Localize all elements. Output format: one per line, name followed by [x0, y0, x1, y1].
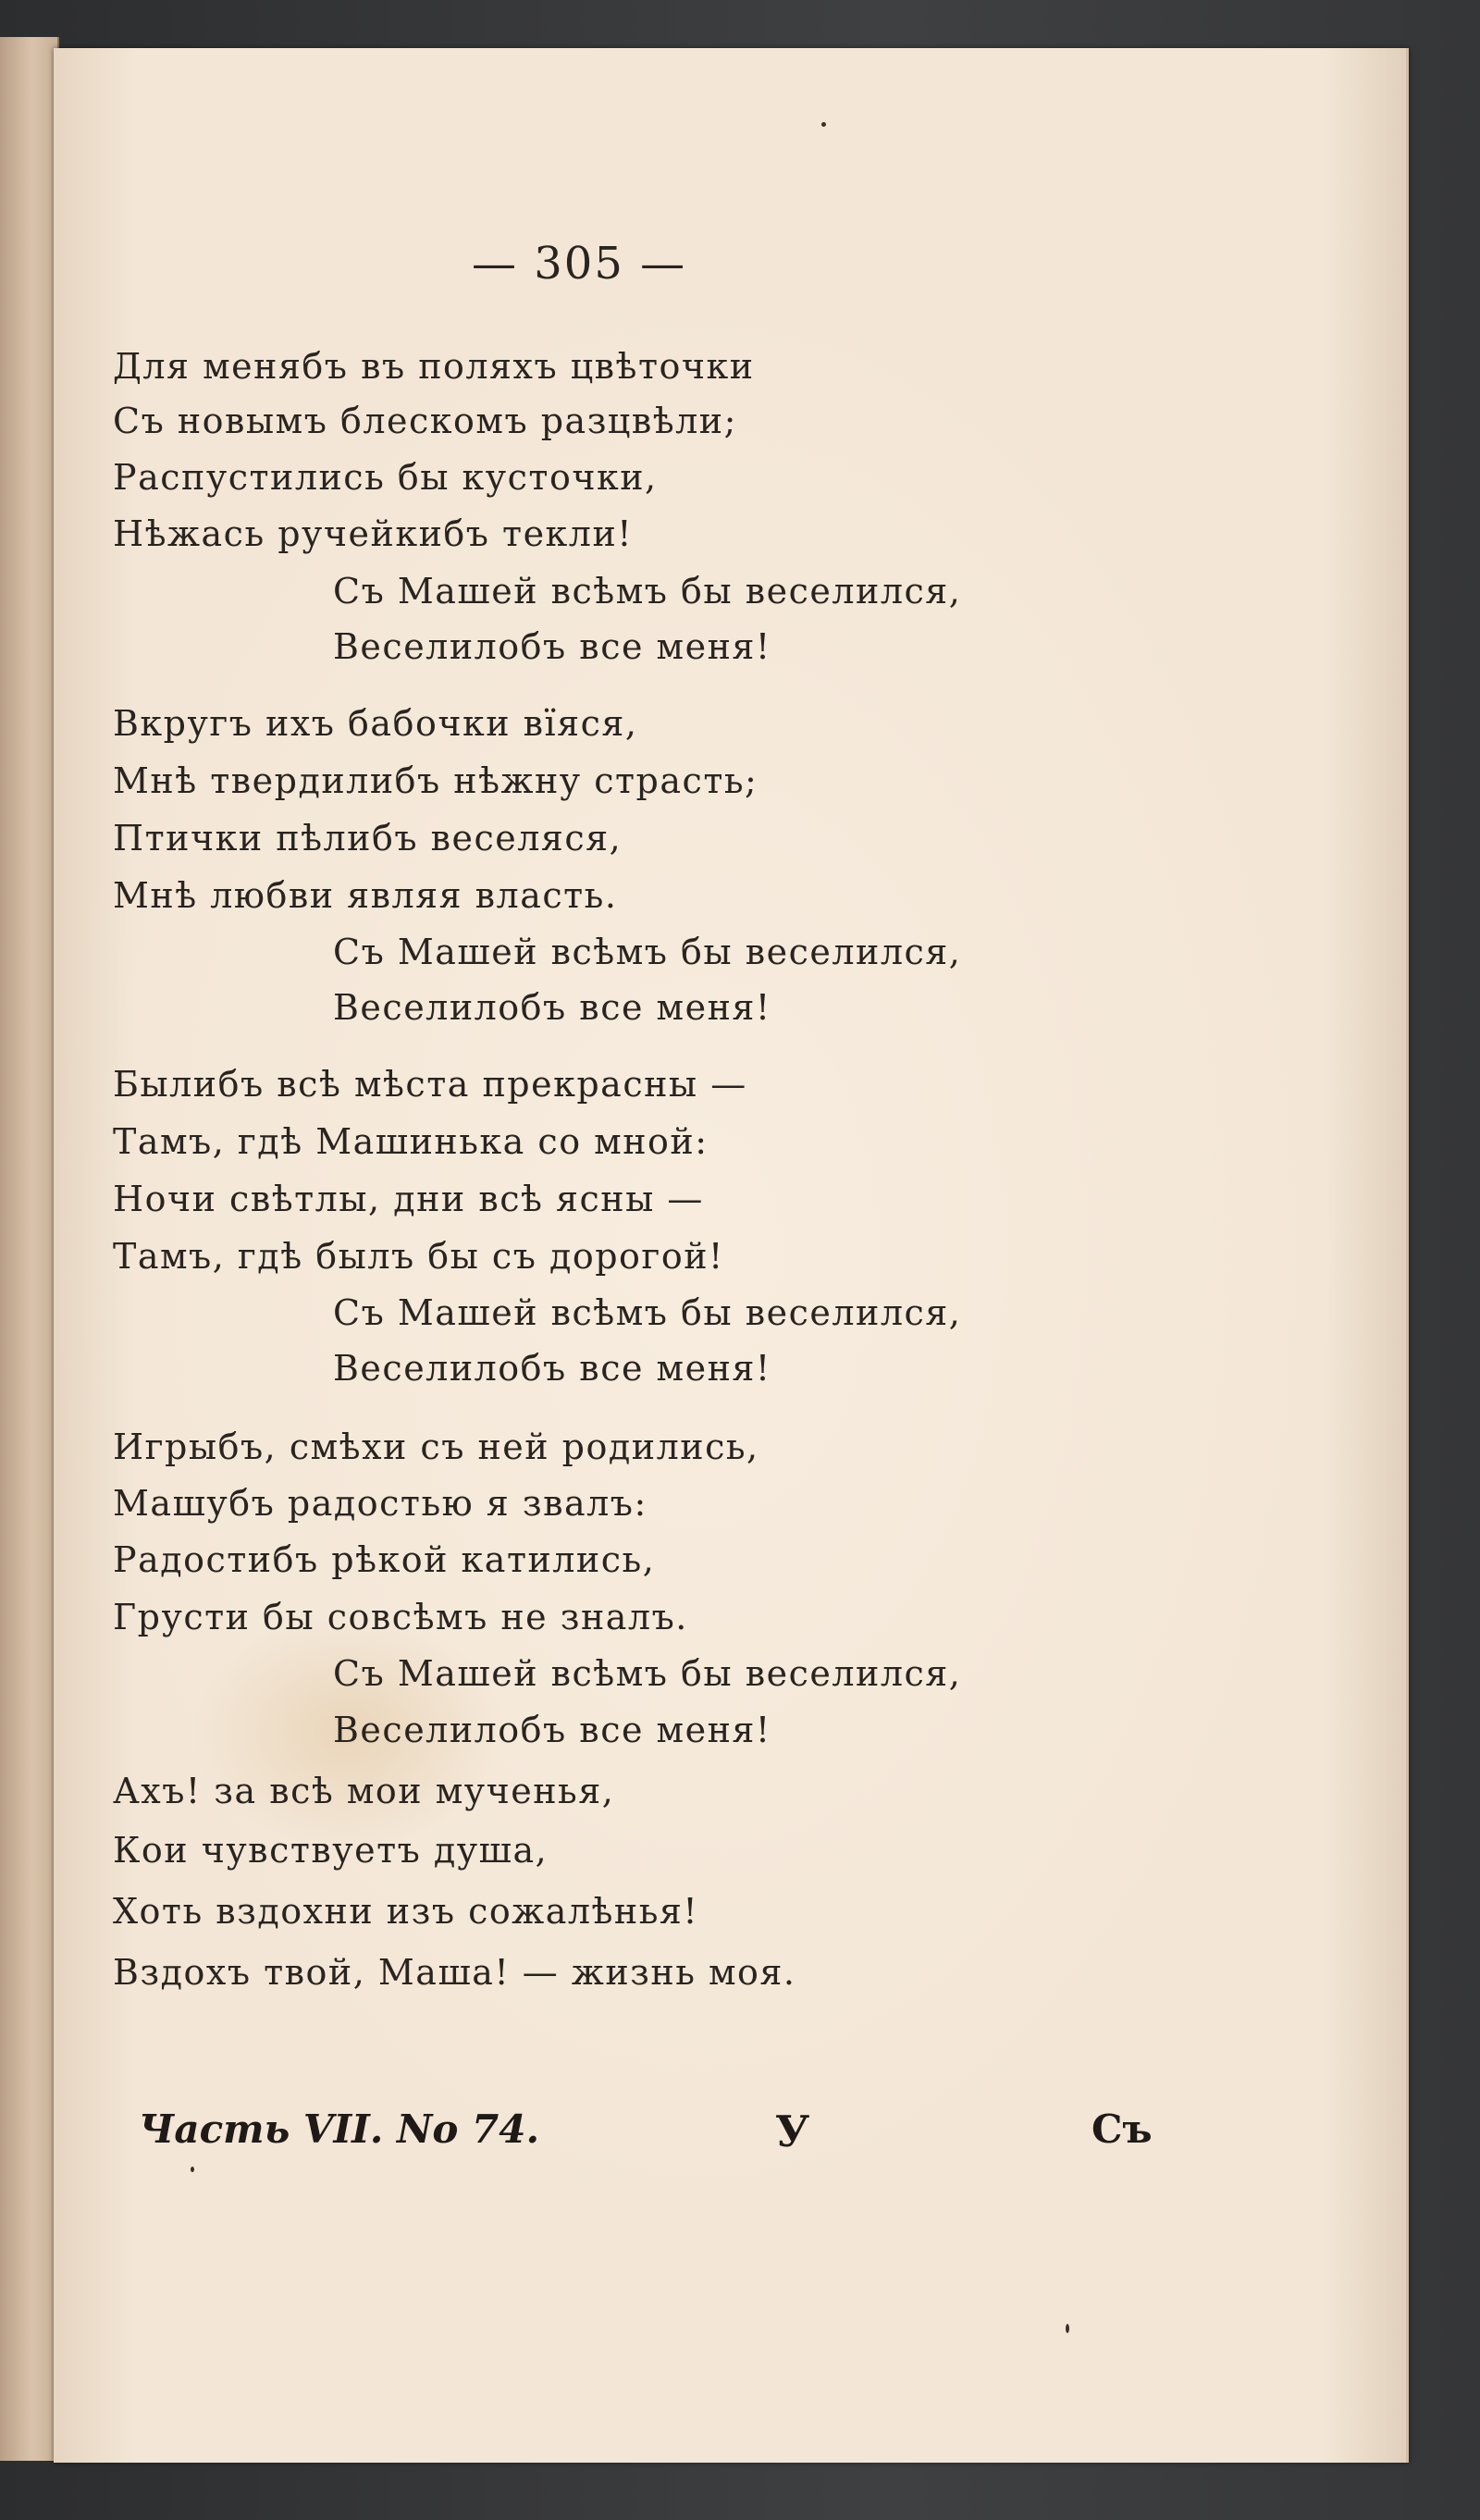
poem-line: Радостибъ рѣкой катились, [113, 1539, 656, 1580]
poem-line: Игрыбъ, смѣхи съ ней родились, [113, 1427, 759, 1467]
poem-line: Нѣжась ручейкибъ текли! [113, 513, 634, 554]
poem-line: Грусти бы совсѣмъ не зналъ. [113, 1597, 688, 1637]
refrain-line: Съ Машей всѣмъ бы веселился, [333, 571, 962, 611]
poem-line: Вздохъ твой, Маша! — жизнь моя. [113, 1952, 796, 1993]
poem-line: Ахъ! за всѣ мои мученья, [113, 1771, 615, 1811]
refrain-line: Веселилобъ все меня! [333, 1710, 771, 1750]
paper-speck [191, 2167, 194, 2172]
poem-line: Вкругъ ихъ бабочки вїяся, [113, 703, 638, 744]
poem-line: Мнѣ твердилибъ нѣжну страсть; [113, 760, 758, 801]
paper-speck [821, 122, 826, 127]
catchword: Съ [1092, 2106, 1153, 2152]
printer-signature: Часть VII. No 74. [139, 2106, 540, 2152]
book-page [54, 48, 1409, 2463]
poem-line: Машубъ радостью я звалъ: [113, 1483, 648, 1524]
poem-line: Для менябъ въ поляхъ цвѣточки [113, 346, 755, 387]
previous-page-edge [0, 37, 59, 2461]
poem-line: Кои чувствуетъ душа, [113, 1830, 549, 1871]
refrain-line: Съ Машей всѣмъ бы веселился, [333, 1653, 962, 1694]
poem-line: Хоть вздохни изъ сожалѣнья! [113, 1891, 699, 1932]
poem-line: Тамъ, гдѣ Машинька со мной: [113, 1121, 709, 1162]
refrain-line: Съ Машей всѣмъ бы веселился, [333, 1292, 962, 1333]
poem-line: Тамъ, гдѣ былъ бы съ дорогой! [113, 1236, 724, 1277]
page-number: — 305 — [472, 238, 687, 290]
poem-line: Былибъ всѣ мѣста прекрасны — [113, 1064, 747, 1105]
poem-line: Съ новымъ блескомъ разцвѣли; [113, 401, 737, 441]
poem-line: Распустились бы кусточки, [113, 457, 658, 498]
refrain-line: Веселилобъ все меня! [333, 987, 771, 1028]
sheet-letter: У [775, 2106, 810, 2156]
refrain-line: Съ Машей всѣмъ бы веселился, [333, 932, 962, 972]
poem-line: Ночи свѣтлы, дни всѣ ясны — [113, 1179, 704, 1219]
poem [54, 48, 1406, 2463]
poem-line: Птички пѣлибъ веселяся, [113, 818, 623, 859]
refrain-line: Веселилобъ все меня! [333, 1348, 771, 1389]
paper-speck [1066, 2324, 1069, 2333]
poem-line: Мнѣ любви являя власть. [113, 875, 618, 916]
refrain-line: Веселилобъ все меня! [333, 626, 771, 667]
